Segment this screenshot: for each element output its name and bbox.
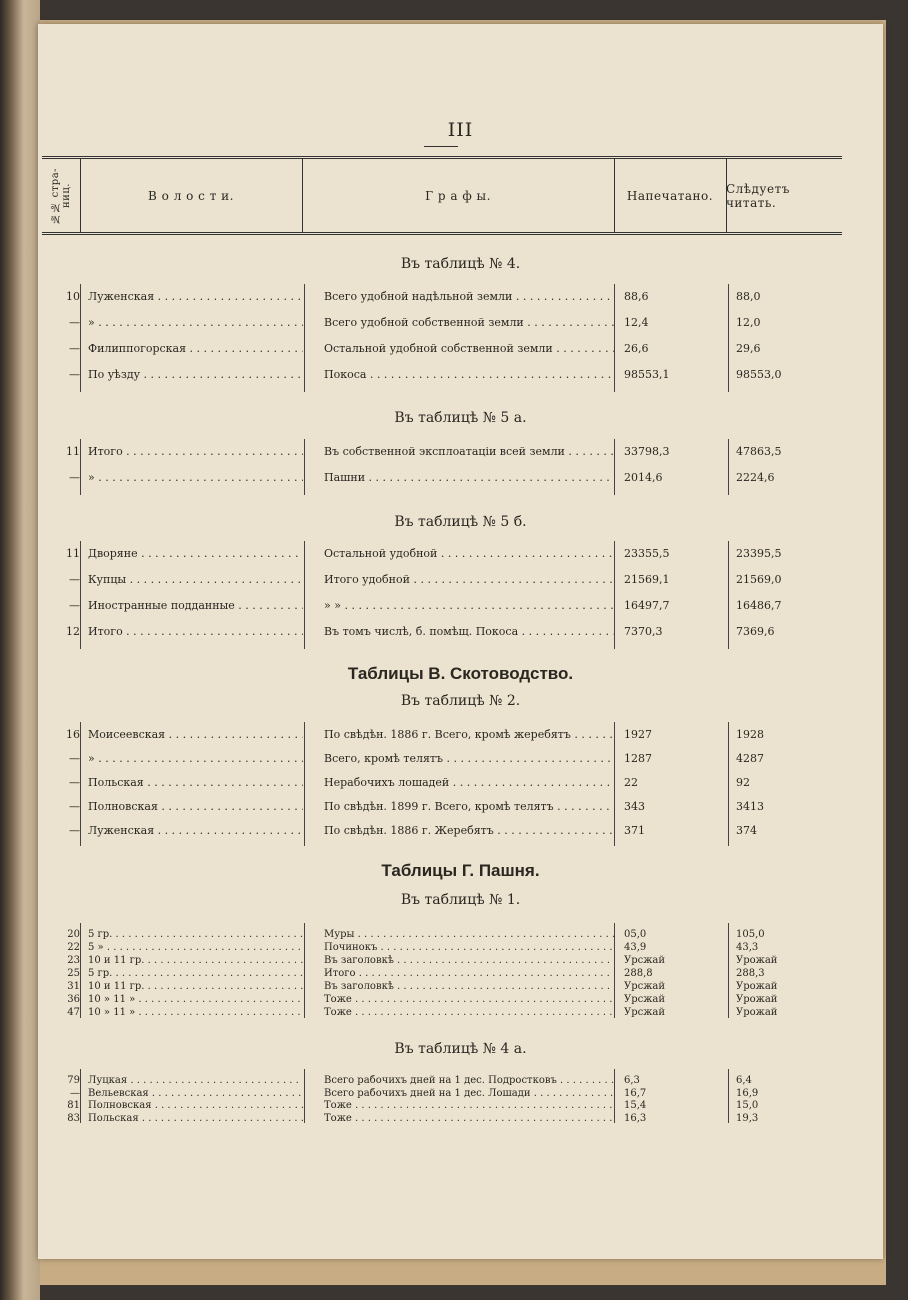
row-printed: 343 [624, 800, 645, 813]
header-col-grafy: Г р а ф ы. [425, 188, 491, 203]
row-page: 11 [66, 547, 80, 560]
row-volost: 5 гр. . . . [88, 968, 303, 980]
row-page: — [69, 752, 80, 765]
row-volost: » . . . [88, 316, 303, 329]
section-title: Въ таблицѣ № 2. [400, 693, 521, 709]
header-col-printed: Напечатано. [626, 188, 714, 203]
row-grafa: Остальной удобной собственной земли . . . [324, 342, 614, 355]
row-grafa: Въ заголовкѣ . . . [324, 981, 614, 993]
row-printed: Урсжай [624, 955, 666, 966]
row-grafa: Всего, кромѣ телятъ . . . [324, 752, 614, 765]
rule-volost [304, 439, 305, 495]
row-grafa: По свѣдѣн. 1886 г. Всего, кромѣ жеребятъ . . . [324, 728, 614, 741]
row-page: 16 [66, 728, 80, 741]
row-page: — [70, 1087, 80, 1099]
row-read: 6,4 [736, 1075, 752, 1086]
row-page: 36 [67, 994, 80, 1005]
page-number-rule [424, 146, 458, 147]
row-grafa: Муры . . . [324, 929, 614, 941]
row-printed: 22 [624, 776, 638, 789]
rule-grafa [614, 541, 615, 649]
table-header [42, 156, 842, 235]
row-grafa: Тоже . . . [324, 994, 614, 1006]
row-page: 83 [67, 1112, 80, 1124]
row-read: 98553,0 [736, 368, 782, 381]
row-read: 92 [736, 776, 750, 789]
row-read: 88,0 [736, 290, 761, 303]
row-grafa: Покоса . . . [324, 368, 614, 381]
table-row [38, 316, 883, 336]
section-heading: Таблицы В. Скотоводство. [347, 664, 574, 683]
row-printed: 33798,3 [624, 445, 670, 458]
section-title: Въ таблицѣ № 1. [400, 892, 521, 908]
row-page: 25 [67, 968, 80, 979]
row-page: — [69, 800, 80, 813]
row-page: 23 [67, 955, 80, 966]
rule-printed [728, 722, 729, 846]
row-printed: 288,8 [624, 968, 653, 979]
row-printed: 21569,1 [624, 573, 670, 586]
row-printed: 7370,3 [624, 625, 663, 638]
row-volost: Польская . . . [88, 1113, 303, 1125]
row-read: 374 [736, 824, 757, 837]
row-volost: 10 и 11 гр. . . . [88, 981, 303, 993]
table-row [38, 981, 883, 993]
row-page: 47 [67, 1007, 80, 1018]
row-volost: » . . . [88, 752, 303, 765]
table-row [38, 1075, 883, 1087]
row-volost: 10 » 11 » . . . [88, 1007, 303, 1019]
row-read: 1928 [736, 728, 764, 741]
row-page: 79 [67, 1075, 80, 1086]
row-grafa: Починокъ . . . [324, 942, 614, 954]
row-read: 16,9 [736, 1087, 759, 1099]
row-printed: 16497,7 [624, 599, 670, 612]
table-row [38, 290, 883, 310]
section-heading: Таблицы Г. Пашня. [381, 861, 540, 880]
page-number: III [447, 119, 474, 141]
row-page: — [69, 824, 80, 837]
table-row [38, 968, 883, 980]
row-read: 7369,6 [736, 625, 775, 638]
row-printed: Урсжай [624, 994, 666, 1005]
row-printed: 15,4 [624, 1100, 647, 1111]
section-title: Въ таблицѣ № 5 б. [394, 514, 527, 530]
row-read: 3413 [736, 800, 764, 813]
row-page: 81 [67, 1100, 80, 1111]
row-volost: Полновская . . . [88, 1100, 303, 1112]
table-row [38, 800, 883, 820]
table-row [38, 342, 883, 362]
row-grafa: Тоже . . . [324, 1113, 614, 1125]
header-col-read: Слѣдуетъ читать. [726, 181, 790, 210]
table-row [38, 776, 883, 796]
row-printed: 23355,5 [624, 547, 670, 560]
row-printed: 16,7 [624, 1087, 647, 1099]
rule-grafa [614, 722, 615, 846]
row-grafa: Пашни . . . [324, 471, 614, 484]
row-page: 22 [67, 942, 80, 953]
underlying-page-edge [0, 0, 40, 1300]
table-row [38, 824, 883, 844]
rule-grafa [614, 1069, 615, 1123]
row-read: 19,3 [736, 1112, 759, 1124]
row-volost: 10 и 11 гр. . . . [88, 955, 303, 967]
rule-printed [728, 439, 729, 495]
row-printed: 98553,1 [624, 368, 670, 381]
row-read: Урожай [736, 981, 778, 992]
row-read: 288,3 [736, 968, 765, 979]
rule-page [80, 439, 81, 495]
table-row [38, 547, 883, 567]
row-volost: Иностранные подданные . . . [88, 599, 303, 612]
row-printed: 88,6 [624, 290, 649, 303]
row-volost: Луженская . . . [88, 290, 303, 303]
row-read: 12,0 [736, 316, 761, 329]
row-volost: Полновская . . . [88, 800, 303, 813]
table-row [38, 1088, 883, 1100]
row-page: — [69, 599, 80, 612]
table-row [38, 955, 883, 967]
row-page: — [69, 316, 80, 329]
row-printed: Урсжай [624, 981, 666, 992]
table-row [38, 445, 883, 465]
rule-volost [304, 923, 305, 1018]
row-page: — [69, 342, 80, 355]
row-grafa: Нерабочихъ лошадей . . . [324, 776, 614, 789]
row-grafa: По свѣдѣн. 1886 г. Жеребятъ . . . [324, 824, 614, 837]
row-grafa: По свѣдѣн. 1899 г. Всего, кромѣ телятъ . . . [324, 800, 614, 813]
row-grafa: Остальной удобной . . . [324, 547, 614, 560]
table-row [38, 942, 883, 954]
row-read: 23395,5 [736, 547, 782, 560]
row-volost: 5 гр. . . . [88, 929, 303, 941]
row-read: 105,0 [736, 929, 765, 940]
rule-printed [728, 541, 729, 649]
row-page: — [69, 776, 80, 789]
row-grafa: Тоже . . . [324, 1100, 614, 1112]
rule-page [80, 923, 81, 1018]
row-read: 47863,5 [736, 445, 782, 458]
row-volost: По уѣзду . . . [88, 368, 303, 381]
table-row [38, 625, 883, 645]
table-row [38, 573, 883, 593]
rule-page [80, 541, 81, 649]
row-read: 16486,7 [736, 599, 782, 612]
row-printed: 371 [624, 824, 645, 837]
row-volost: Итого . . . [88, 625, 303, 638]
header-col-page: №№ стра-ниц. [50, 167, 72, 224]
row-volost: Вельевская . . . [88, 1088, 303, 1100]
row-printed: 1927 [624, 728, 652, 741]
rule-volost [304, 284, 305, 392]
row-volost: Польская . . . [88, 776, 303, 789]
row-page: — [69, 573, 80, 586]
row-read: Урожай [736, 955, 778, 966]
row-read: Урожай [736, 994, 778, 1005]
section-title: Въ таблицѣ № 4 а. [394, 1041, 527, 1057]
table-row [38, 929, 883, 941]
table-row [38, 1113, 883, 1125]
rule-grafa [614, 284, 615, 392]
row-volost: 5 » . . . [88, 942, 303, 954]
row-grafa: Всего рабочихъ дней на 1 дес. Подростковъ . . . [324, 1075, 614, 1087]
row-read: 4287 [736, 752, 764, 765]
document-page [38, 24, 883, 1259]
table-row [38, 599, 883, 619]
row-printed: 26,6 [624, 342, 649, 355]
rule-volost [304, 722, 305, 846]
rule-volost [304, 1069, 305, 1123]
table-row [38, 471, 883, 491]
row-printed: 12,4 [624, 316, 649, 329]
row-read: Урожай [736, 1007, 778, 1018]
row-grafa: Итого удобной . . . [324, 573, 614, 586]
rule-printed [728, 923, 729, 1018]
rule-page [80, 284, 81, 392]
row-grafa: Тоже . . . [324, 1007, 614, 1019]
row-volost: Моисеевская . . . [88, 728, 303, 741]
rule-page [80, 722, 81, 846]
section-title: Въ таблицѣ № 4. [400, 256, 521, 272]
rule-printed [728, 1069, 729, 1123]
row-volost: Купцы . . . [88, 573, 303, 586]
rule-grafa [614, 923, 615, 1018]
row-volost: Филиппогорская . . . [88, 342, 303, 355]
row-page: — [69, 471, 80, 484]
row-grafa: Въ томъ числѣ, б. помѣщ. Покоса . . . [324, 625, 614, 638]
table-row [38, 728, 883, 748]
row-volost: Луцкая . . . [88, 1075, 303, 1087]
row-read: 21569,0 [736, 573, 782, 586]
row-read: 43,3 [736, 942, 759, 953]
row-volost: » . . . [88, 471, 303, 484]
row-grafa: Всего удобной собственной земли . . . [324, 316, 614, 329]
row-grafa: Всего удобной надѣльной земли . . . [324, 290, 614, 303]
row-volost: 10 » 11 » . . . [88, 994, 303, 1006]
rule-printed [728, 284, 729, 392]
row-grafa: Итого . . . [324, 968, 614, 980]
row-printed: 16,3 [624, 1112, 647, 1124]
row-page: 12 [66, 625, 80, 638]
row-volost: Итого . . . [88, 445, 303, 458]
row-page: 10 [66, 290, 80, 303]
table-row [38, 994, 883, 1006]
row-printed: 1287 [624, 752, 652, 765]
row-printed: 6,3 [624, 1075, 640, 1086]
row-printed: 2014,6 [624, 471, 663, 484]
row-volost: Дворяне . . . [88, 547, 303, 560]
header-col-volosti: В о л о с т и. [148, 188, 234, 203]
row-read: 15,0 [736, 1100, 759, 1111]
rule-page [80, 1069, 81, 1123]
table-row [38, 1007, 883, 1019]
rule-grafa [614, 439, 615, 495]
row-grafa: Въ собственной эксплоатаціи всей земли . . . [324, 445, 614, 458]
section-title: Въ таблицѣ № 5 а. [394, 410, 527, 426]
row-page: 20 [67, 929, 80, 940]
row-grafa: Въ заголовкѣ . . . [324, 955, 614, 967]
row-printed: 43,9 [624, 942, 647, 953]
row-page: — [69, 368, 80, 381]
rule-volost [304, 541, 305, 649]
table-row [38, 1100, 883, 1112]
row-volost: Луженская . . . [88, 824, 303, 837]
table-row [38, 752, 883, 772]
row-page: 11 [66, 445, 80, 458]
row-read: 2224,6 [736, 471, 775, 484]
row-read: 29,6 [736, 342, 761, 355]
row-grafa: Всего рабочихъ дней на 1 дес. Лошади . . . [324, 1088, 614, 1100]
row-page: 31 [67, 981, 80, 992]
row-grafa: » » . . . [324, 599, 614, 612]
row-printed: 05,0 [624, 929, 647, 940]
table-row [38, 368, 883, 388]
row-printed: Урсжай [624, 1007, 666, 1018]
